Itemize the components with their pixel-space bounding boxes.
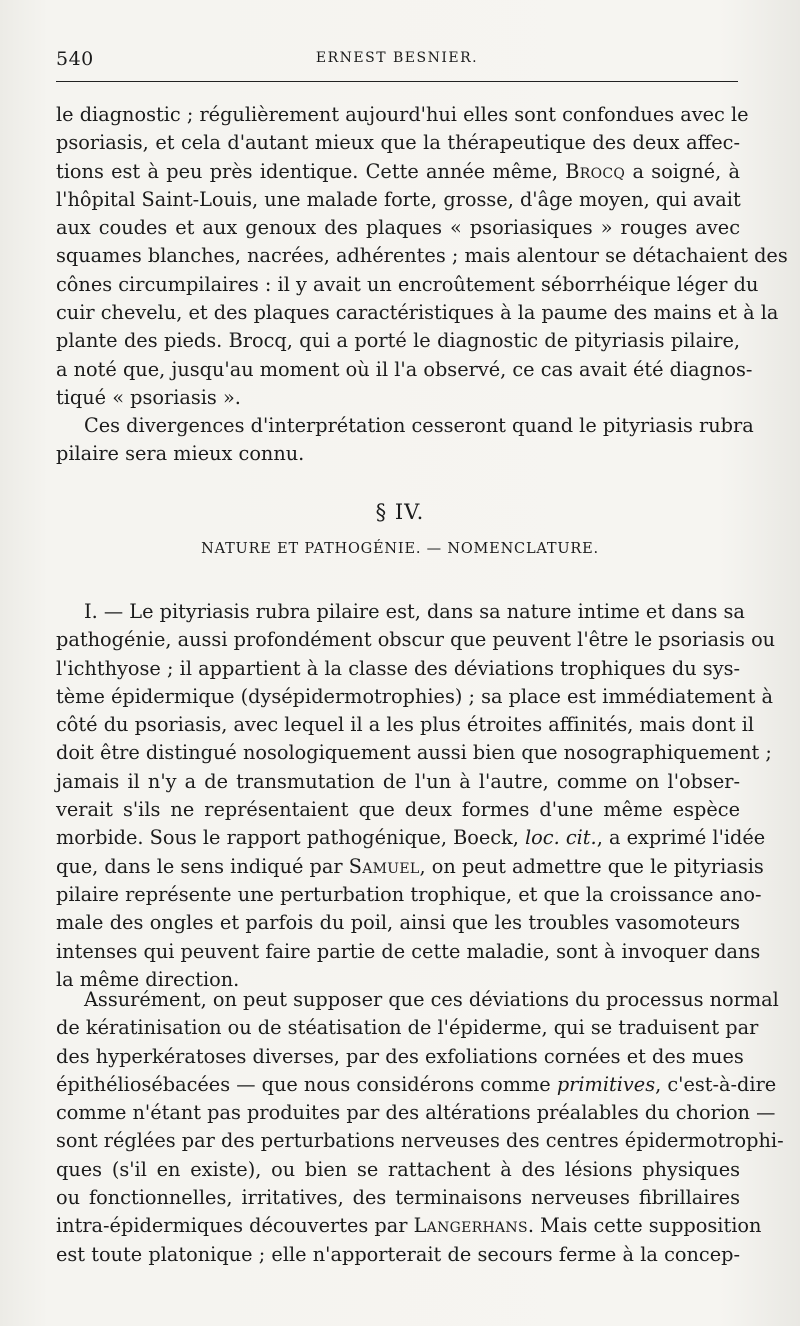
text-line: ques (s'il en existe), ou bien se rattachent à des lésions physiques bbox=[56, 1157, 740, 1181]
page-header bbox=[56, 44, 738, 84]
text-line: cônes circumpilaires : il y avait un encroûtement séborrhéique léger du bbox=[56, 272, 759, 296]
header-rule bbox=[56, 81, 738, 82]
text-line: intenses qui peuvent faire partie de cette maladie, sont à invoquer dans bbox=[56, 939, 761, 963]
author-name-samuel: Samuel bbox=[348, 854, 420, 878]
text-line: I. — Le pityriasis rubra pilaire est, dans sa nature intime et dans sa bbox=[84, 600, 745, 623]
text-line: cuir chevelu, et des plaques caractéristiques à la paume des mains et à la bbox=[56, 301, 779, 325]
text-line: Ces divergences d'interprétation cesseront quand le pityriasis rubra bbox=[84, 414, 754, 437]
paragraph-2 bbox=[56, 412, 754, 469]
text-line: la même direction. bbox=[56, 967, 240, 991]
text-line: jamais il n'y a de transmutation de l'un à l'autre, comme on l'obser- bbox=[56, 769, 740, 793]
paragraph-4 bbox=[56, 986, 784, 1269]
running-title: ERNEST BESNIER. bbox=[315, 50, 479, 66]
page-number: 540 bbox=[56, 48, 94, 70]
text-line: squames blanches, nacrées, adhérentes ; mais alentour se détachaient des bbox=[56, 244, 788, 268]
text-line: des hyperkératoses diverses, par des exfoliations cornées et des mues bbox=[56, 1044, 744, 1068]
text-line: l'hôpital Saint-Louis, une malade forte, grosse, d'âge moyen, qui avait bbox=[56, 187, 741, 211]
section-number: § IV. bbox=[375, 500, 425, 524]
text-line: psoriasis, et cela d'autant mieux que la thérapeutique des deux affec- bbox=[56, 131, 740, 155]
text-line: sont réglées par des perturbations nerveuses des centres épidermotrophi- bbox=[56, 1129, 784, 1153]
emphasis-primitives: primitives bbox=[556, 1072, 656, 1096]
text-line: pathogénie, aussi profondément obscur que peuvent l'être le psoriasis ou bbox=[56, 628, 776, 652]
text-line: verait s'ils ne représentaient que deux formes d'une même espèce bbox=[56, 798, 740, 822]
text-line: intra-épidermiques découvertes par Langerhans. Mais cette supposition bbox=[56, 1214, 762, 1238]
text-line: morbide. Sous le rapport pathogénique, Boeck, loc. cit., a exprimé l'idée bbox=[56, 826, 766, 850]
section-title: NATURE ET PATHOGÉNIE. — NOMENCLATURE. bbox=[201, 541, 599, 557]
text-line: épithéliosébacées — que nous considérons comme primitives, c'est-à-dire bbox=[56, 1072, 777, 1096]
text-line: côté du psoriasis, avec lequel il a les plus étroites affinités, mais dont il bbox=[56, 713, 755, 737]
text-line: male des ongles et parfois du poil, ainsi que les troubles vasomoteurs bbox=[56, 911, 740, 935]
text-line: comme n'étant pas produites par des altérations préalables du chorion — bbox=[56, 1101, 776, 1125]
text-line: doit être distingué nosologiquement aussi bien que nosographiquement ; bbox=[56, 741, 772, 765]
paragraph-3 bbox=[56, 598, 776, 994]
text-line: plante des pieds. Brocq, qui a porté le diagnostic de pityriasis pilaire, bbox=[56, 329, 740, 353]
text-line: est toute platonique ; elle n'apporterait de secours ferme à la concep- bbox=[56, 1242, 740, 1266]
text-line: pilaire représente une perturbation trophique, et que la croissance ano- bbox=[56, 882, 762, 906]
text-line: tions est à peu près identique. Cette année même, Brocq a soigné, à bbox=[56, 159, 740, 183]
text-line: ou fonctionnelles, irritatives, des terminaisons nerveuses fibrillaires bbox=[56, 1186, 740, 1210]
author-name-langerhans: Langerhans bbox=[413, 1214, 528, 1238]
text-line: de kératinisation ou de stéatisation de l'épiderme, qui se traduisent par bbox=[56, 1016, 759, 1040]
text-line: aux coudes et aux genoux des plaques « psoriasiques » rouges avec bbox=[56, 216, 740, 240]
author-name-brocq: Brocq bbox=[565, 159, 626, 183]
text-line: Assurément, on peut supposer que ces déviations du processus normal bbox=[84, 988, 779, 1011]
text-line: pilaire sera mieux connu. bbox=[56, 442, 305, 466]
paragraph-1 bbox=[56, 101, 788, 412]
text-line: tiqué « psoriasis ». bbox=[56, 385, 241, 409]
text-line: l'ichthyose ; il appartient à la classe des déviations trophiques du sys- bbox=[56, 656, 740, 680]
text-line: a noté que, jusqu'au moment où il l'a observé, ce cas avait été diagnos- bbox=[56, 357, 753, 381]
text-line: le diagnostic ; régulièrement aujourd'hui elles sont confondues avec le bbox=[56, 103, 749, 126]
text-line: que, dans le sens indiqué par Samuel, on peut admettre que le pityriasis bbox=[56, 854, 764, 878]
text-line: tème épidermique (dysépidermotrophies) ; sa place est immédiatement à bbox=[56, 684, 773, 708]
citation-loc-cit: loc. cit. bbox=[525, 826, 597, 850]
